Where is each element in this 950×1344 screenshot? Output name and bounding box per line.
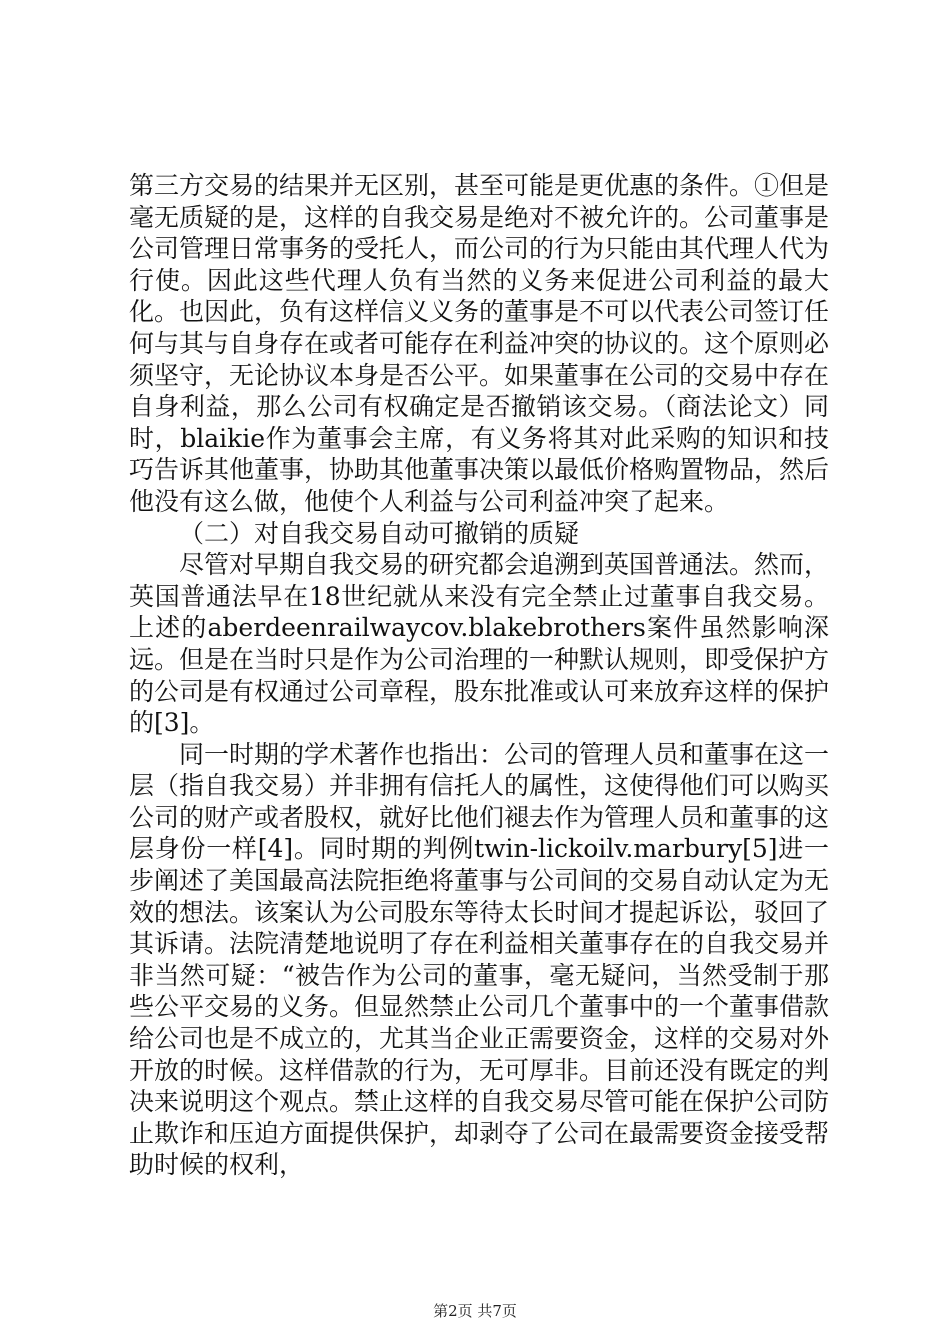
section-heading: （二）对自我交易自动可撤销的质疑 <box>179 518 580 548</box>
document-body <box>129 170 829 1181</box>
page-number: 第2页 共7页 <box>433 1302 517 1320</box>
paragraph: 尽管对早期自我交易的研究都会追溯到英国普通法。然而，英国普通法早在18世纪就从来没有完全禁止过董事自我交易。上述的aberdeenrailwaycov.blakebrothers案件虽然影响深远。但是在当时只是作为公司治理的一种默认规则，即受保护方的公司是有权通过公司章程，股东批准或认可来放弃这样的保护的[3]。 <box>129 550 830 738</box>
paragraph: 同一时期的学术著作也指出：公司的管理人员和董事在这一层（指自我交易）并非拥有信托人的属性，这使得他们可以购买公司的财产或者股权，就好比他们褪去作为管理人员和董事的这层身份一样[4]。同时期的判例twin-lickoilv.marbury[5]进一步阐述了美国最高法院拒绝将董事与公司间的交易自动认定为无效的想法。该案认为公司股东等待太长时间才提起诉讼，驳回了其诉请。法院清楚地说明了存在利益相关董事存在的自我交易并非当然可疑：“被告作为公司的董事，毫无疑问，当然受制于那些公平交易的义务。但显然禁止公司几个董事中的一个董事借款给公司也是不成立的，尤其当企业正需要资金，这样的交易对外开放的时候。这样借款的行为，无可厚非。目前还没有既定的判决来说明这个观点。禁止这样的自我交易尽管可能在保护公司防止欺诈和压迫方面提供保护，却剥夺了公司在最需要资金接受帮助时候的权利， <box>129 739 830 1180</box>
paragraph-continuation: 第三方交易的结果并无区别，甚至可能是更优惠的条件。①但是毫无质疑的是，这样的自我交易是绝对不被允许的。公司董事是公司管理日常事务的受托人，而公司的行为只能由其代理人代为行使。因此这些代理人负有当然的义务来促进公司利益的最大化。也因此，负有这样信义义务的董事是不可以代表公司签订任何与其与自身存在或者可能存在利益冲突的协议的。这个原则必须坚守，无论协议本身是否公平。如果董事在公司的交易中存在自身利益，那么公司有权确定是否撤销该交易。（商法论文）同时，blaikie作为董事会主席，有义务将其对此采购的知识和技巧告诉其他董事，协助其他董事决策以最低价格购置物品，然后他没有这么做，他使个人利益与公司利益冲突了起来。 <box>129 171 830 516</box>
